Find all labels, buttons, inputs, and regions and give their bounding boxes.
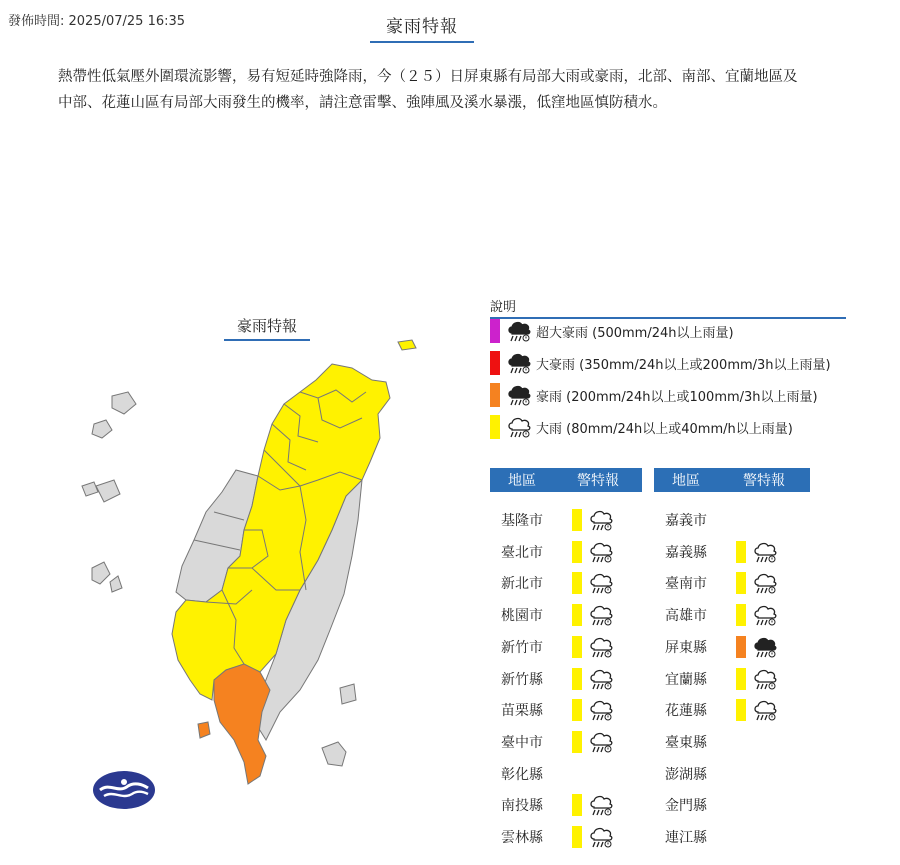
table-header-right <box>654 468 810 492</box>
warning-level-bar <box>572 604 582 626</box>
issue-time: 發佈時間: 2025/07/25 16:35 <box>8 14 186 29</box>
table-row <box>490 664 614 694</box>
county-name: 金門縣 <box>665 798 707 815</box>
table-row <box>490 537 614 567</box>
rain-cloud-icon <box>588 571 614 595</box>
page-title: 豪雨特報 <box>370 12 474 43</box>
table-row <box>490 727 614 757</box>
legend-label: 大豪雨 (350mm/24h以上或200mm/3h以上雨量) <box>536 357 831 373</box>
rain-cloud-icon <box>588 793 614 817</box>
legend-label: 超大豪雨 (500mm/24h以上雨量) <box>536 325 734 341</box>
county-name: 屏東縣 <box>665 639 707 656</box>
county-name: 高雄市 <box>665 608 707 625</box>
table-row <box>654 822 718 852</box>
county-name: 雲林縣 <box>501 830 543 846</box>
legend-swatch <box>490 319 500 343</box>
county-name: 臺中市 <box>501 734 543 751</box>
warning-description: 熱帶性低氣壓外圍環流影響，易有短延時強降雨，今（２５）日屏東縣有局部大雨或豪雨，北部、南部、宜蘭地區及中部、花蓮山區有局部大雨發生的機率，請注意雷擊、強陣風及溪水暴漲，低窪地區慎防積水。 <box>58 69 798 111</box>
cwa-logo <box>92 770 156 810</box>
county-name: 桃園市 <box>501 608 543 625</box>
legend-item <box>490 414 793 440</box>
legend-label: 豪雨 (200mm/24h以上或100mm/3h以上雨量) <box>536 389 818 405</box>
rain-cloud-icon <box>588 508 614 532</box>
legend-swatch <box>490 351 500 375</box>
table-row <box>654 537 778 567</box>
county-name: 宜蘭縣 <box>665 671 707 688</box>
table-row <box>490 600 614 630</box>
rain-cloud-icon <box>752 698 778 722</box>
legend-swatch <box>490 383 500 407</box>
warning-level-bar <box>572 509 582 531</box>
header-region: 地區 <box>672 473 700 489</box>
warning-level-bar <box>572 731 582 753</box>
warning-level-bar <box>572 572 582 594</box>
rain-cloud-icon <box>588 825 614 849</box>
county-name: 花蓮縣 <box>665 703 707 720</box>
county-name: 南投縣 <box>501 798 543 815</box>
county-name: 連江縣 <box>665 830 707 846</box>
rain-cloud-icon <box>752 540 778 564</box>
warning-level-bar <box>736 636 746 658</box>
table-row <box>654 505 718 535</box>
rain-cloud-icon <box>588 667 614 691</box>
table-row <box>654 568 778 598</box>
legend-swatch <box>490 415 500 439</box>
warning-level-bar <box>572 794 582 816</box>
table-row <box>490 568 614 598</box>
table-header-left <box>490 468 642 492</box>
warning-level-bar <box>736 541 746 563</box>
thunder-rain-icon <box>506 351 532 375</box>
table-row <box>490 790 614 820</box>
table-row <box>490 822 614 852</box>
county-name: 新竹市 <box>501 639 543 656</box>
table-row <box>654 759 718 789</box>
table-row <box>490 505 614 535</box>
header-warning: 警特報 <box>743 473 785 489</box>
legend-item <box>490 382 818 408</box>
table-row <box>490 695 614 725</box>
county-name: 臺南市 <box>665 576 707 593</box>
table-row <box>654 664 778 694</box>
county-name: 澎湖縣 <box>665 766 707 783</box>
table-row <box>654 790 718 820</box>
warning-level-bar <box>572 699 582 721</box>
rain-cloud-icon <box>506 415 532 439</box>
rain-cloud-icon <box>588 635 614 659</box>
table-row <box>654 695 778 725</box>
county-name: 基隆市 <box>501 513 543 529</box>
table-row <box>654 727 718 757</box>
table-row <box>654 600 778 630</box>
rain-cloud-icon <box>588 603 614 627</box>
header-region: 地區 <box>508 473 536 489</box>
legend-item <box>490 350 831 376</box>
county-name: 新北市 <box>501 576 543 593</box>
rain-cloud-icon <box>752 667 778 691</box>
legend-item <box>490 318 734 344</box>
warning-level-bar <box>572 541 582 563</box>
rain-cloud-icon <box>752 571 778 595</box>
warning-level-bar <box>572 826 582 848</box>
county-name: 嘉義縣 <box>665 544 707 561</box>
rain-cloud-icon <box>588 698 614 722</box>
warning-level-bar <box>572 668 582 690</box>
rain-cloud-icon <box>588 730 614 754</box>
legend-label: 大雨 (80mm/24h以上或40mm/h以上雨量) <box>536 421 793 437</box>
rain-cloud-icon <box>752 603 778 627</box>
warning-level-bar <box>736 604 746 626</box>
warning-level-bar <box>572 636 582 658</box>
county-name: 新竹縣 <box>501 671 543 688</box>
county-name: 臺東縣 <box>665 734 707 751</box>
county-name: 嘉義市 <box>665 513 707 529</box>
table-row <box>490 759 554 789</box>
header-warning: 警特報 <box>577 473 619 489</box>
legend-title: 說明 <box>490 296 846 319</box>
county-name: 苗栗縣 <box>501 703 543 720</box>
map-title: 豪雨特報 <box>224 315 310 341</box>
warning-level-bar <box>736 572 746 594</box>
county-name: 彰化縣 <box>501 766 543 783</box>
thunder-rain-icon <box>506 383 532 407</box>
warning-level-bar <box>736 668 746 690</box>
table-row <box>490 632 614 662</box>
thunder-rain-icon <box>506 319 532 343</box>
warning-level-bar <box>736 699 746 721</box>
rain-cloud-icon <box>588 540 614 564</box>
county-name: 臺北市 <box>501 544 543 561</box>
thunder-rain-icon <box>752 635 778 659</box>
table-row <box>654 632 778 662</box>
